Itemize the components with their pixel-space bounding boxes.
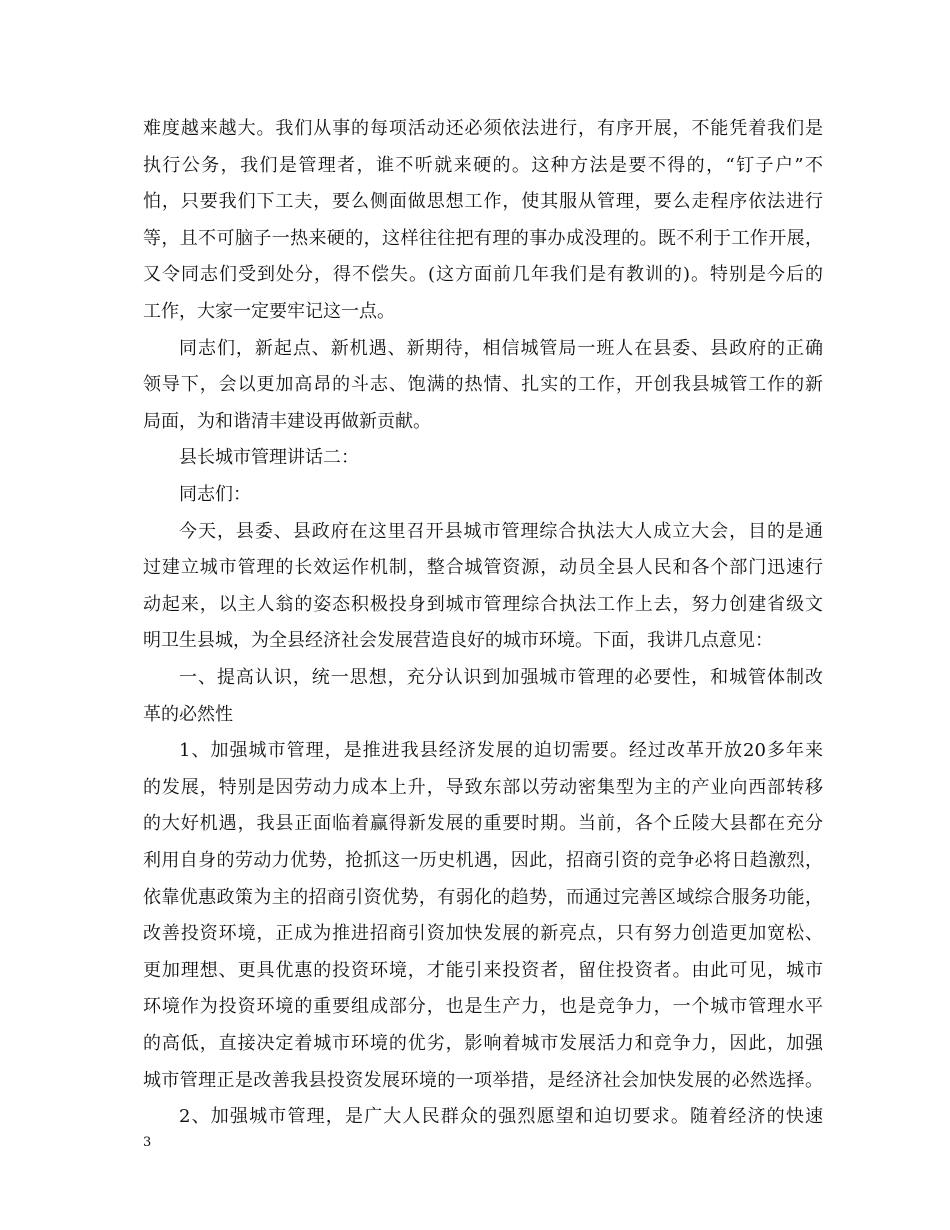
text-line: 执行公务，我们是管理者，谁不听就来硬的。这种方法是要不得的，“钉子户”不 — [143, 154, 823, 176]
text-line: 环境作为投资环境的重要组成部分，也是生产力，也是竞争力，一个城市管理水平 — [143, 996, 823, 1018]
text-line: 今天，县委、县政府在这里召开县城市管理综合执法大人成立大会，目的是通 — [179, 520, 823, 542]
text-line: 城市管理正是改善我县投资发展环境的一项举措，是经济社会加快发展的必然选择。 — [143, 1069, 823, 1091]
text-line: 依靠优惠政策为主的招商引资优势，有弱化的趋势，而通过完善区域综合服务功能， — [143, 886, 823, 908]
text-line: 2、加强城市管理，是广大人民群众的强烈愿望和迫切要求。随着经济的快速 — [179, 1106, 823, 1128]
text-line: 改善投资环境，正成为推进招商引资加快发展的新亮点，只有努力创造更加宽松、 — [143, 923, 823, 945]
text-line: 工作，大家一定要牢记这一点。 — [143, 301, 395, 322]
text-line: 的高低，直接决定着城市环境的优劣，影响着城市发展活力和竞争力，因此，加强 — [143, 1033, 823, 1054]
text-line: 的发展，特别是因劳动力成本上升，导致东部以劳动密集型为主的产业向西部转移 — [143, 776, 823, 798]
text-line: 明卫生县城，为全县经济社会发展营造良好的城市环境。下面，我讲几点意见： — [143, 630, 773, 652]
text-line: 1、加强城市管理，是推进我县经济发展的迫切需要。经过改革开放20多年来 — [179, 740, 823, 762]
text-line: 又令同志们受到处分，得不偿失。(这方面前几年我们是有教训的)。特别是今后的 — [143, 264, 823, 286]
text-line: 利用自身的劳动力优势，抢抓这一历史机遇，因此，招商引资的竞争必将日趋激烈， — [143, 850, 823, 871]
text-line: 同志们，新起点、新机遇、新期待，相信城管局一班人在县委、县政府的正确 — [179, 337, 823, 359]
text-line: 局面，为和谐清丰建设再做新贡献。 — [143, 410, 431, 432]
text-line: 更加理想、更具优惠的投资环境，才能引来投资者，留住投资者。由此可见，城市 — [143, 959, 823, 981]
text-line: 动起来，以主人翁的姿态积极投身到城市管理综合执法工作上去，努力创建省级文 — [143, 593, 823, 615]
text-line: 领导下，会以更加高昂的斗志、饱满的热情、扎实的工作，开创我县城管工作的新 — [143, 374, 823, 396]
text-line: 同志们： — [179, 484, 251, 505]
text-line: 县长城市管理讲话二： — [179, 447, 359, 469]
text-line: 革的必然性 — [143, 703, 233, 725]
page-number: 3 — [143, 1135, 152, 1150]
text-line: 怕，只要我们下工夫，要么侧面做思想工作，使其服从管理，要么走程序依法进行 — [143, 191, 823, 213]
text-line: 一、提高认识，统一思想，充分认识到加强城市管理的必要性，和城管体制改 — [179, 667, 823, 688]
text-line: 过建立城市管理的长效运作机制，整合城管资源，动员全县人民和各个部门迅速行 — [143, 557, 823, 579]
text-line: 的大好机遇，我县正面临着赢得新发展的重要时期。当前，各个丘陵大县都在充分 — [143, 813, 823, 835]
text-line: 等，且不可脑子一热来硬的，这样往往把有理的事办成没理的。既不利于工作开展， — [143, 227, 823, 249]
text-line: 难度越来越大。我们从事的每项活动还必须依法进行，有序开展，不能凭着我们是 — [143, 118, 823, 139]
